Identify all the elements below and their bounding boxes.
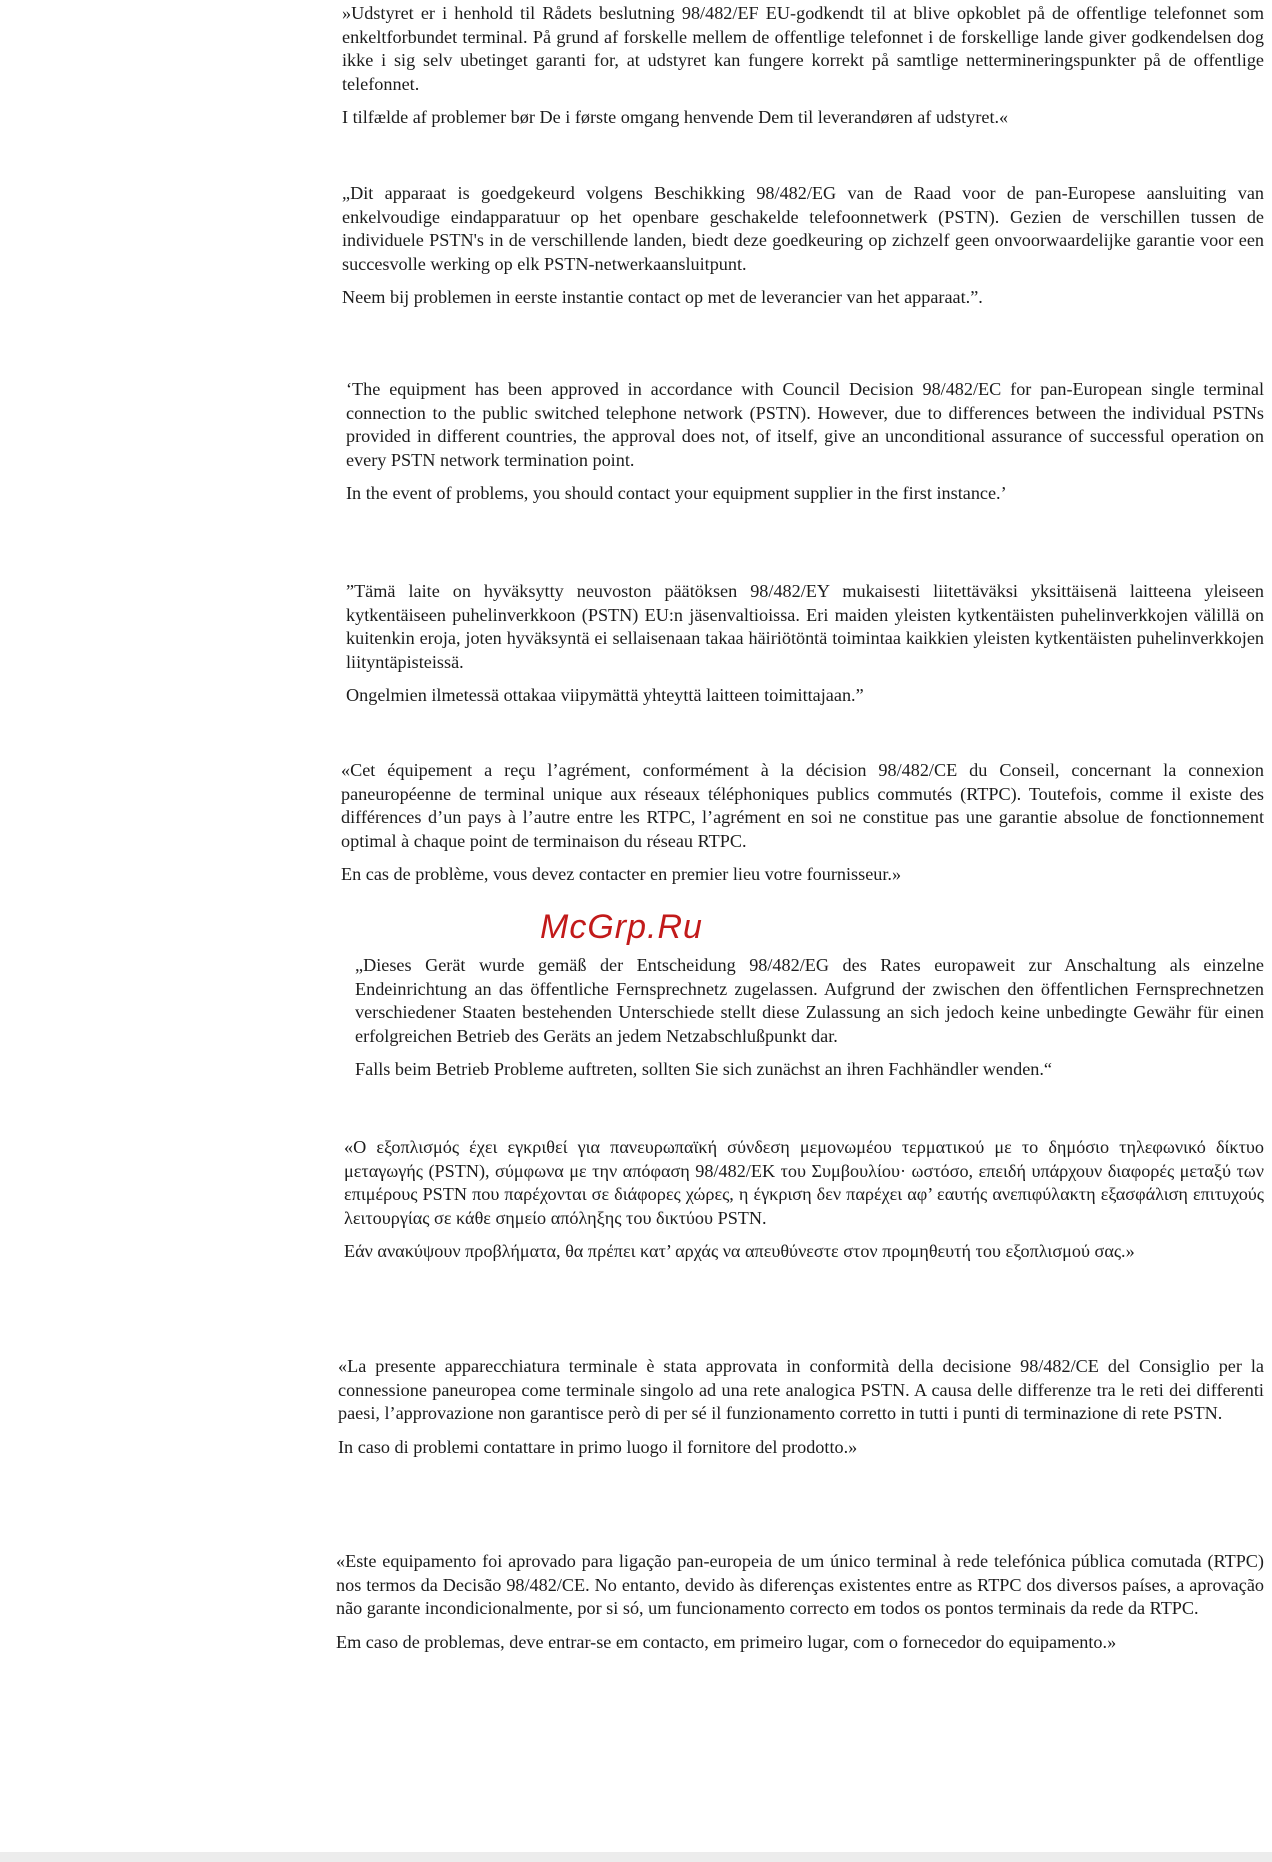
statement-dutch — [342, 182, 1264, 310]
statement-paragraph: In the event of problems, you should contact your equipment supplier in the first instance.’ — [346, 483, 1007, 504]
statement-paragraph: ‘The equipment has been approved in accordance with Council Decision 98/482/EC for pan-European single terminal connection to the public switched telephone network (PSTN). However, due to differences between the individual PSTNs provided in different countries, the approval does not, of itself, give an unconditional assurance of successful operation on every PSTN network termination point. — [346, 379, 1264, 470]
statement-french — [341, 759, 1264, 887]
statement-paragraph: Falls beim Betrieb Probleme auftreten, sollten Sie sich zunächst an ihren Fachhändler wenden.“ — [355, 1059, 1052, 1080]
statement-paragraph: «Cet équipement a reçu l’agrément, conformément à la décision 98/482/CE du Conseil, concernant la connexion paneuropéenne de terminal unique aux réseaux téléphoniques publics commutés (RTPC). Toutefois, comme il existe des différences d’un pays à l’autre entre les RTPC, l’agrément en soi ne constitue pas une garantie absolue de fonctionnement optimal à chaque point de terminaison du réseau RTPC. — [341, 760, 1264, 851]
statement-portuguese — [336, 1550, 1264, 1654]
statement-paragraph: En cas de problème, vous devez contacter en premier lieu votre fournisseur.» — [341, 864, 902, 885]
statement-paragraph: Neem bij problemen in eerste instantie contact op met de leverancier van het apparaat.”. — [342, 287, 983, 308]
statement-paragraph: »Udstyret er i henhold til Rådets beslutning 98/482/EF EU-godkendt til at blive opkoblet på de offentlige telefonnet som enkeltforbundet terminal. På grund af forskelle mellem de offentlige telefonnet i de forskellige lande giver godkendelsen dog ikke i sig selv ubetinget garanti for, at udstyret kan fungere korrekt på samtlige nettermineringspunkter på de offentlige telefonnet. — [342, 3, 1264, 94]
statement-paragraph: ”Tämä laite on hyväksytty neuvoston päätöksen 98/482/EY mukaisesti liitettäväksi yksittäisenä laitteena yleiseen kytkentäiseen puhelinverkkoon (PSTN) EU:n jäsenvaltioissa. Eri maiden yleisten kytkentäisten puhelinverkkojen välillä on kuitenkin eroja, joten hyväksyntä ei sellaisenaan takaa häiriötöntä toimintaa kaikkien yleisten kytkentäisten puhelinverkkojen liityntäpisteissä. — [346, 581, 1264, 672]
statement-danish — [342, 2, 1264, 130]
statement-paragraph: Em caso de problemas, deve entrar-se em contacto, em primeiro lugar, com o fornecedor do equipamento.» — [336, 1631, 1117, 1652]
statement-paragraph: «La presente apparecchiatura terminale è stata approvata in conformità della decisione 98/482/CE del Consiglio per la connessione paneuropea come terminale singolo ad una rete analogica PSTN. A causa delle differenze tra le reti dei differenti paesi, l’approvazione non garantisce però di per sé il funzionamento corretto in tutti i punti di terminazione di rete PSTN. — [338, 1356, 1264, 1424]
statement-paragraph: In caso di problemi contattare in primo luogo il fornitore del prodotto.» — [338, 1436, 858, 1457]
statement-paragraph: «Ο εξοπλισμός έχει εγκριθεί για πανευρωπαϊκή σύνδεση μεμονωμέου τερματικού με το δημόσιο τηλεφωνικό δίκτυο μεταγωγής (PSTN), σύμφωνα με την απόφαση 98/482/ΕΚ του Συμβουλίου· ωστόσο, επειδή υπάρχουν διαφορές μεταξύ των επιμέρους PSTN που παρέχονται σε διάφορες χώρες, η έγκριση δεν παρέχει αφ’ εαυτής ανεπιφύλακτη εξασφάλιση επιτυχούς λειτουργίας σε κάθε σημείο απόληξης του δικτύου PSTN. — [344, 1137, 1264, 1228]
statement-paragraph: I tilfælde af problemer bør De i første omgang henvende Dem til leverandøren af udstyret.« — [342, 107, 1009, 128]
statement-paragraph: «Este equipamento foi aprovado para ligação pan-europeia de um único terminal à rede telefónica pública comutada (RTPC) nos termos da Decisão 98/482/CE. No entanto, devido às diferenças existentes entre as RTPC dos diversos países, a aprovação não garante incondicionalmente, por si só, um funcionamento correcto em todos os pontos terminais da rede da RTPC. — [336, 1551, 1264, 1619]
statement-paragraph: Ongelmien ilmetessä ottakaa viipymättä yhteyttä laitteen toimittajaan.” — [346, 685, 864, 706]
watermark: McGrp.Ru — [540, 908, 703, 946]
statement-paragraph: „Dit apparaat is goedgekeurd volgens Beschikking 98/482/EG van de Raad voor de pan-Europese aansluiting van enkelvoudige eindapparatuur op het openbare geschakelde telefoonnetwerk (PSTN). Gezien de verschillen tussen de individuele PSTN's in de verschillende landen, biedt deze goedkeuring op zichzelf geen onvoorwaardelijke garantie voor een succesvolle werking op elk PSTN-netwerkaansluitpunt. — [342, 183, 1264, 274]
viewer-bottom-strip — [0, 1852, 1272, 1862]
statement-english — [346, 378, 1264, 506]
statement-italian — [338, 1355, 1264, 1459]
statement-paragraph: „Dieses Gerät wurde gemäß der Entscheidung 98/482/EG des Rates europaweit zur Anschaltung als einzelne Endeinrichtung an das öffentliche Fernsprechnetz zugelassen. Aufgrund der zwischen den öffentlichen Fernsprechnetzen verschiedener Staaten bestehenden Unterschiede stellt diese Zulassung an sich jedoch keine unbedingte Gewähr für einen erfolgreichen Betrieb des Geräts an jedem Netzabschlußpunkt dar. — [355, 955, 1264, 1046]
statement-finnish — [346, 580, 1264, 708]
statement-greek — [344, 1136, 1264, 1264]
statement-paragraph: Εάν ανακύψουν προβλήματα, θα πρέπει κατ’ αρχάς να απευθύνεστε στον προμηθευτή του εξοπλισμού σας.» — [344, 1241, 1135, 1262]
statement-german — [355, 954, 1264, 1082]
